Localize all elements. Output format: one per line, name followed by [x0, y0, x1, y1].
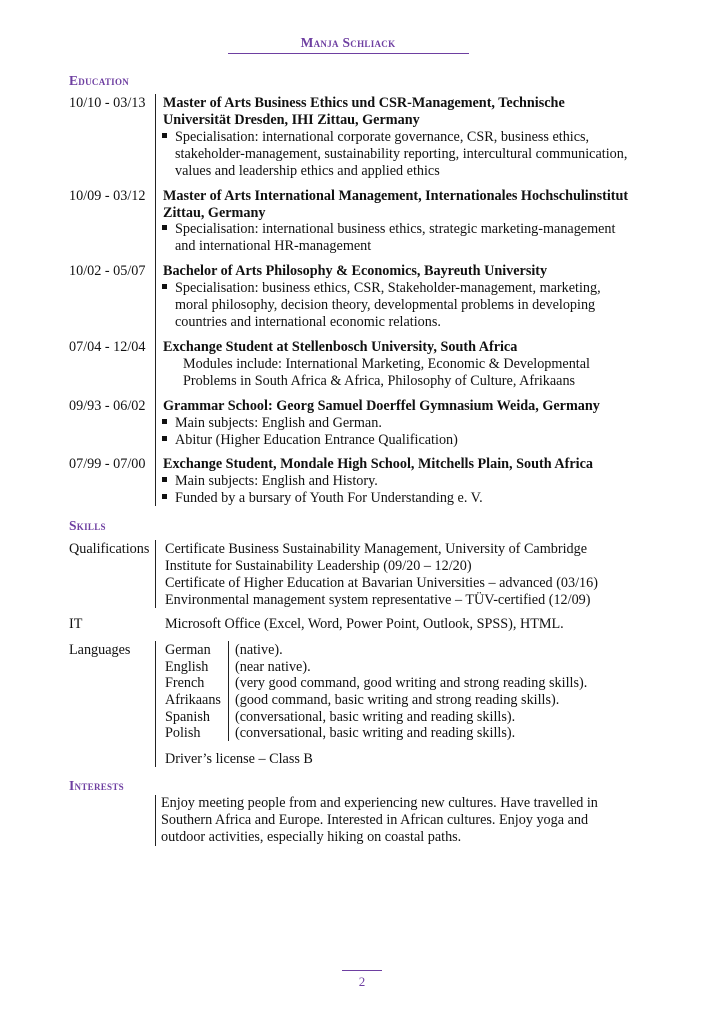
bullet-text: Funded by a bursary of Youth For Understanding e. V.	[175, 489, 483, 506]
bullet-text: Specialisation: international business ethics, strategic marketing-management and international HR-management	[175, 221, 616, 254]
bullet-item	[161, 280, 631, 330]
language-level: (native).	[235, 642, 283, 658]
bullet-square-icon	[162, 225, 167, 230]
language-name: Polish	[165, 725, 201, 741]
bullet-square-icon	[162, 436, 167, 441]
entry-title: Exchange Student at Stellenbosch University, South Africa	[163, 339, 518, 355]
section-title-skills: Skills	[69, 518, 106, 533]
language-level: (good command, basic writing and strong reading skills).	[235, 692, 560, 708]
entry-title: Bachelor of Arts Philosophy & Economics, Bayreuth University	[163, 263, 548, 279]
entry-date: 07/04 - 12/04	[69, 339, 146, 355]
entry-bullets	[161, 473, 631, 507]
it-skills: Microsoft Office (Excel, Word, Power Point, Outlook, SPSS), HTML.	[165, 616, 564, 632]
qualification-item: Certificate of Higher Education at Bavarian Universities – advanced (03/16)	[165, 575, 598, 591]
qualification-item: Environmental management system representative – TÜV-certified (12/09)	[165, 592, 591, 608]
language-level: (conversational, basic writing and reading skills).	[235, 709, 516, 725]
entry-description: Modules include: International Marketing, Economic & Developmental Problems in South Africa & Africa, Philosophy of Culture, Afrikaans	[183, 356, 590, 389]
bullet-item	[161, 129, 631, 179]
bullet-text: Abitur (Higher Education Entrance Qualification)	[175, 431, 458, 448]
bullet-square-icon	[162, 284, 167, 289]
languages-inner-divider	[228, 641, 229, 741]
bullet-text: Main subjects: English and History.	[175, 473, 378, 489]
language-name: English	[165, 659, 209, 675]
language-name: Spanish	[165, 709, 210, 725]
entry-title: Master of Arts International Management, Internationales Hochschulinstitut Zittau, Germany	[163, 188, 629, 221]
bullet-square-icon	[162, 494, 167, 499]
bullet-text: Main subjects: English and German.	[175, 415, 382, 431]
entry-bullets	[161, 280, 631, 330]
entry-date: 07/99 - 07/00	[69, 456, 146, 472]
entry-bullets	[161, 415, 631, 449]
entry-date: 10/02 - 05/07	[69, 263, 146, 279]
interests-text: Enjoy meeting people from and experiencing new cultures. Have travelled in Southern Africa and Europe. Interested in African cultures. Enjoy yoga and outdoor activities, especially hiking on coastal paths.	[161, 795, 598, 845]
entry-date: 09/93 - 06/02	[69, 398, 146, 414]
page-number: 2	[358, 974, 366, 989]
bullet-item	[161, 221, 631, 255]
bullet-item	[161, 415, 631, 432]
bullet-item	[161, 490, 631, 507]
entry-date: 10/09 - 03/12	[69, 188, 146, 204]
footer-divider	[342, 970, 382, 971]
entry-title: Grammar School: Georg Samuel Doerffel Gymnasium Weida, Germany	[163, 398, 600, 414]
author-name: Manja Schliack	[300, 35, 396, 50]
language-level: (conversational, basic writing and reading skills).	[235, 725, 516, 741]
interests-divider	[155, 795, 156, 846]
qualifications-divider	[155, 540, 156, 608]
bullet-item	[161, 432, 631, 449]
language-level: (very good command, good writing and strong reading skills).	[235, 675, 588, 691]
it-label: IT	[69, 616, 83, 632]
bullet-square-icon	[162, 477, 167, 482]
entry-bullets	[161, 221, 631, 255]
header-divider	[228, 53, 469, 54]
section-title-interests: Interests	[69, 778, 124, 793]
entry-date: 10/10 - 03/13	[69, 95, 146, 111]
section-title-education: Education	[69, 73, 130, 88]
qualification-item: Certificate Business Sustainability Management, University of Cambridge Institute for Sustainability Leadership (09/20 – 12/20)	[165, 541, 587, 574]
drivers-license: Driver’s license – Class B	[165, 751, 313, 767]
entry-title: Master of Arts Business Ethics und CSR-Management, Technische Universität Dresden, IHI Zittau, Germany	[163, 95, 565, 128]
language-name: French	[165, 675, 205, 691]
bullet-text: Specialisation: international corporate governance, CSR, business ethics, stakeholder-management, sustainability reporting, intercultural communication, values and leadership ethics and applied ethics	[175, 129, 628, 179]
bullet-square-icon	[162, 419, 167, 424]
language-level: (near native).	[235, 659, 311, 675]
bullet-text: Specialisation: business ethics, CSR, Stakeholder-management, marketing, moral philosophy, decision theory, developmental problems in developing countries and international economic relations.	[175, 280, 601, 330]
languages-label: Languages	[69, 642, 131, 658]
education-divider	[155, 94, 156, 506]
bullet-square-icon	[162, 133, 167, 138]
qualifications-label: Qualifications	[69, 541, 150, 557]
entry-bullets	[161, 129, 631, 179]
bullet-item	[161, 473, 631, 490]
entry-title: Exchange Student, Mondale High School, Mitchells Plain, South Africa	[163, 456, 593, 472]
language-name: Afrikaans	[165, 692, 221, 708]
language-name: German	[165, 642, 211, 658]
languages-divider	[155, 641, 156, 767]
